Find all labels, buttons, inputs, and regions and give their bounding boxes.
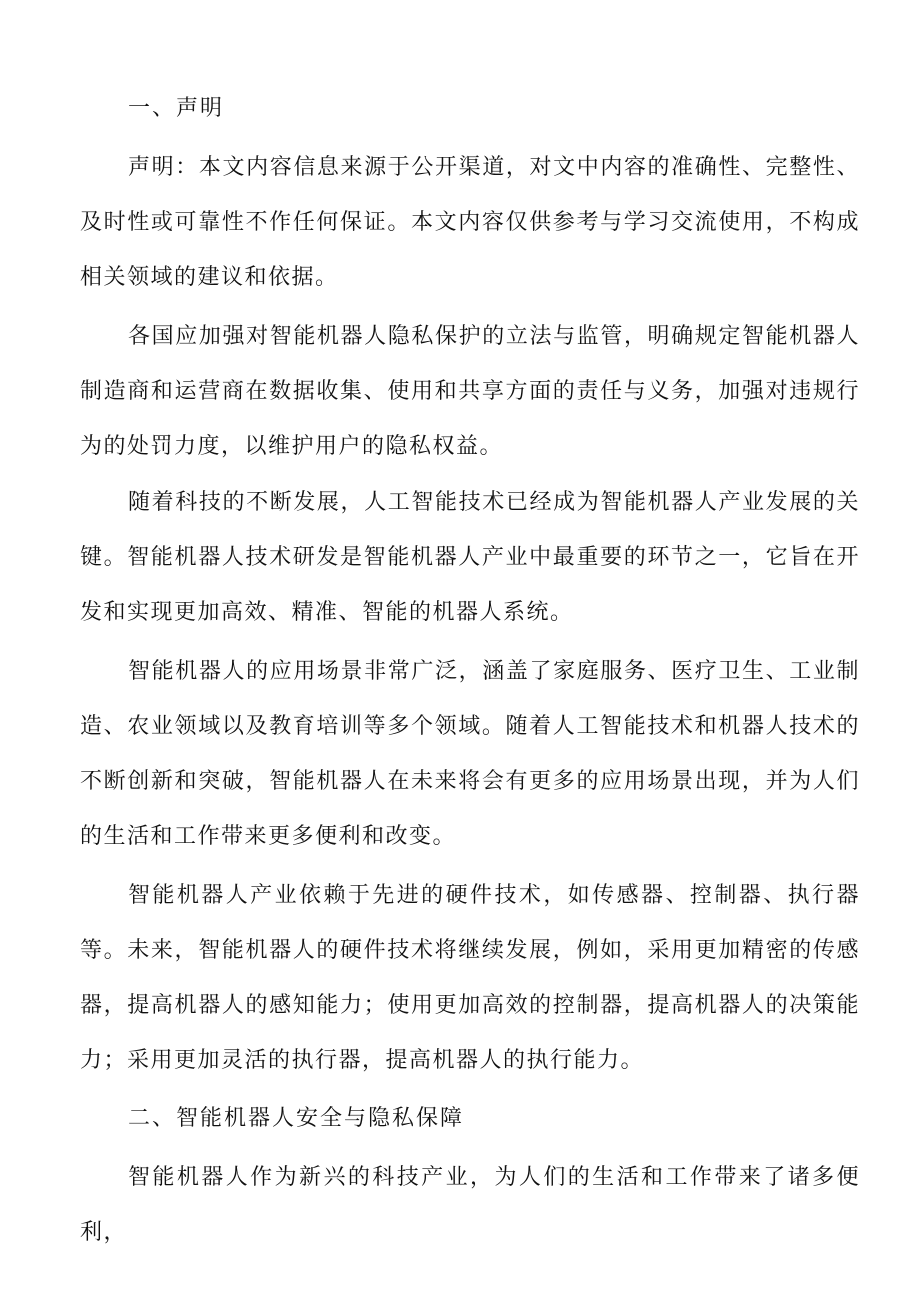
tech-development-paragraph: 随着科技的不断发展，人工智能技术已经成为智能机器人产业发展的关键。智能机器人技术研发是智能机器人产业中最重要的环节之一，它旨在开发和实现更加高效、精准、智能的机器人系统。 [80, 490, 860, 625]
security-intro-paragraph: 智能机器人作为新兴的科技产业，为人们的生活和工作带来了诸多便利， [80, 1165, 860, 1245]
section-heading-declaration: 一、声明 [128, 96, 225, 121]
privacy-legislation-paragraph: 各国应加强对智能机器人隐私保护的立法与监管，明确规定智能机器人制造商和运营商在数据收集、使用和共享方面的责任与义务，加强对违规行为的处罚力度，以维护用户的隐私权益。 [80, 324, 860, 459]
disclaimer-paragraph: 声明：本文内容信息来源于公开渠道，对文中内容的准确性、完整性、及时性或可靠性不作任何保证。本文内容仅供参考与学习交流使用，不构成相关领域的建议和依据。 [80, 155, 860, 290]
section-heading-security-privacy: 二、智能机器人安全与隐私保障 [128, 1106, 465, 1131]
application-scenarios-paragraph: 智能机器人的应用场景非常广泛，涵盖了家庭服务、医疗卫生、工业制造、农业领域以及教育培训等多个领域。随着人工智能技术和机器人技术的不断创新和突破，智能机器人在未来将会有更多的应用场景出现，并为人们的生活和工作带来更多便利和改变。 [80, 659, 860, 849]
hardware-technology-paragraph: 智能机器人产业依赖于先进的硬件技术，如传感器、控制器、执行器等。未来，智能机器人的硬件技术将继续发展，例如，采用更加精密的传感器，提高机器人的感知能力；使用更加高效的控制器，提高机器人的决策能力；采用更加灵活的执行器，提高机器人的执行能力。 [80, 883, 860, 1073]
